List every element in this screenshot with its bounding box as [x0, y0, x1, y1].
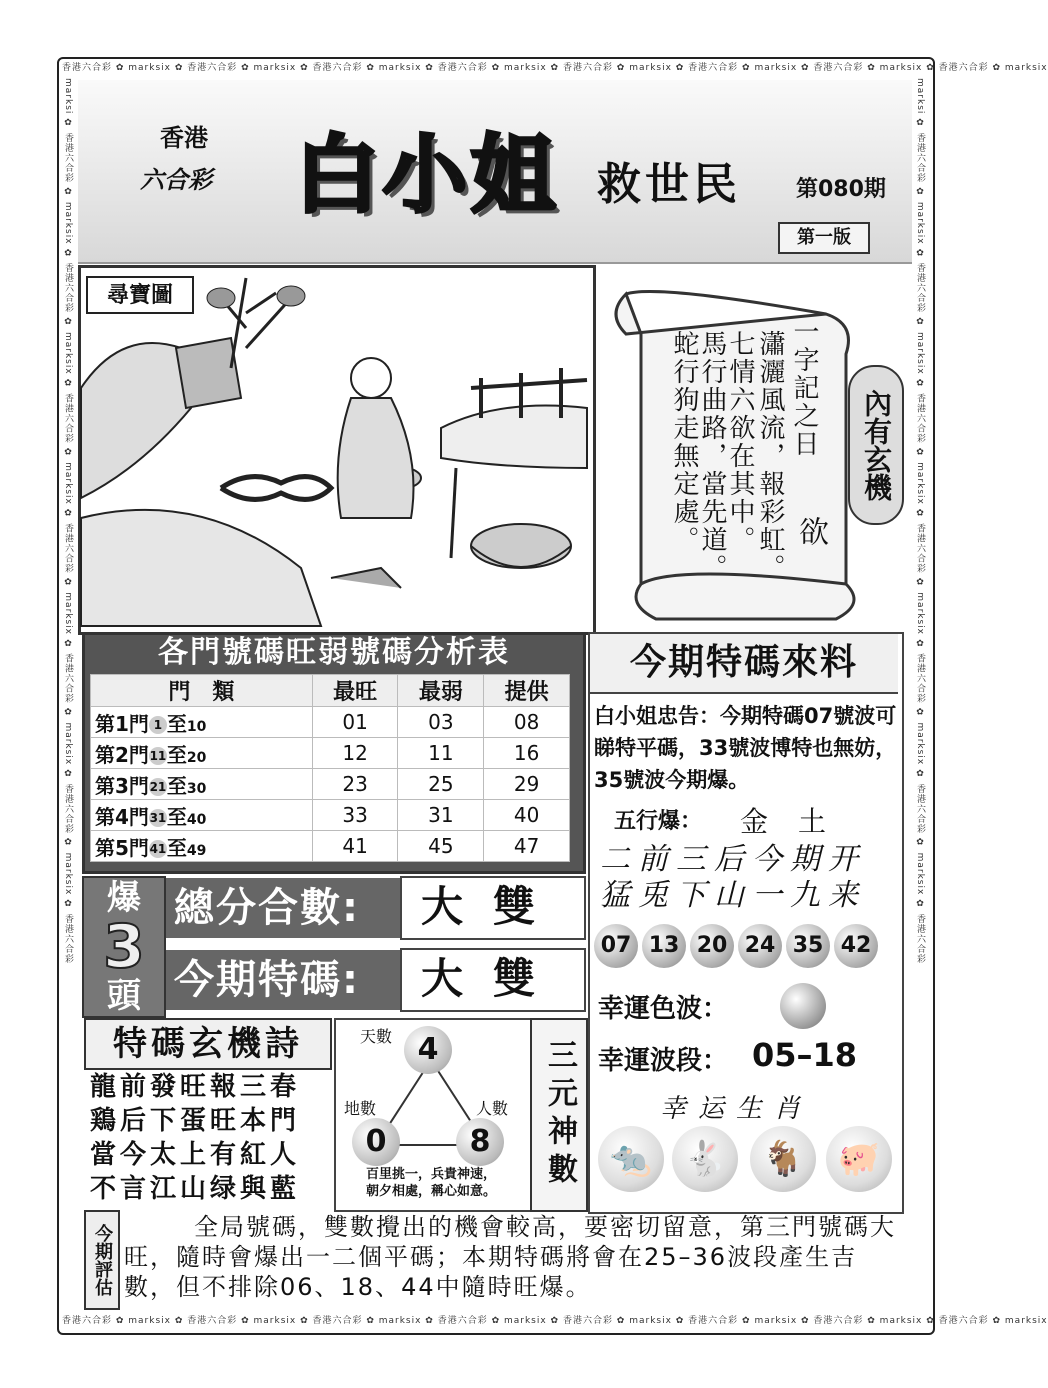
table-row	[91, 738, 570, 769]
treasure-map-label: 尋寶圖	[86, 276, 194, 314]
ren-label: 人數	[476, 1099, 509, 1118]
scroll-line-3: 七情六欲在其中。	[725, 330, 755, 554]
hongkong-label: 香港	[160, 123, 208, 152]
range-start: 41	[149, 842, 167, 856]
edition-badge: 第一版	[778, 222, 870, 254]
treasure-map-picture	[78, 265, 596, 635]
table-row	[91, 800, 570, 831]
handwritten-hint: 二前三后今期开猛兎下山一九来	[600, 842, 866, 913]
scroll-line-5: 蛇行狗走無定處。	[669, 330, 699, 554]
offer-cell: 08	[484, 707, 570, 738]
special-code-label: 今期特碼:	[166, 950, 402, 1010]
col-header-category: 門 類	[91, 675, 313, 707]
lucky-range-value: 05–18	[752, 1036, 858, 1074]
col-header-offer: 提供	[484, 675, 570, 707]
special-advice: 白小姐忠告：今期特碼07號波可睇特平碼，33號波博特也無妨，35號波今期爆。	[594, 704, 897, 792]
range-end: 10	[186, 718, 207, 735]
watermark-right: marksi ✿ 香港六合彩 ✿ marksix ✿ 香港六合彩 ✿ marksix ✿ 香港六合彩 ✿ marksix ✿ 香港六合彩 ✿ marksix ✿ 香港六合彩 ✿ marksix ✿ 香港六合彩 ✿ marksix ✿ 香港六合彩	[915, 78, 925, 965]
scroll-extra-char: 欲	[793, 516, 828, 548]
range-end: 30	[186, 780, 207, 797]
hot-cell: 12	[312, 738, 398, 769]
number-ball: 07	[594, 924, 638, 968]
analysis-table-title: 各門號碼旺弱號碼分析表	[158, 635, 510, 670]
range-start: 11	[149, 749, 167, 763]
watermark-left: marksi ✿ 香港六合彩 ✿ marksix ✿ 香港六合彩 ✿ marksix ✿ 香港六合彩 ✿ marksix ✿ 香港六合彩 ✿ marksix ✿ 香港六合彩 ✿ marksix ✿ 香港六合彩 ✿ marksix ✿ 香港六合彩	[63, 78, 73, 965]
ren-number: 8	[456, 1118, 504, 1166]
col-header-hot: 最旺	[312, 675, 398, 707]
watermark-bottom: 香港六合彩 ✿ marksix ✿ 香港六合彩 ✿ marksix ✿ 香港六合彩 ✿ marksix ✿ 香港六合彩 ✿ marksix ✿ 香港六合彩 ✿ marksix ✿ 香港六合彩 ✿ marksix ✿ 香港六合彩 ✿ marksix ✿ 香港六合彩 ✿ marksix	[62, 1316, 1048, 1326]
table-row	[91, 707, 570, 738]
range-start: 1	[149, 716, 167, 734]
number-ball: 42	[834, 924, 878, 968]
poem-line: 當今太上有紅人	[90, 1140, 301, 1170]
boom-number: 3	[103, 912, 145, 982]
to-label: 至	[166, 773, 187, 798]
door-label: 第3門	[95, 773, 149, 798]
triangle-footnote-line: 朝夕相處，稱心如意。	[365, 1184, 496, 1199]
range-end: 20	[186, 749, 207, 766]
number-ball: 20	[690, 924, 734, 968]
cold-cell: 11	[398, 738, 484, 769]
range-start: 21	[149, 780, 167, 794]
sum-label: 總分合數:	[166, 878, 402, 938]
door-label: 第2門	[95, 742, 149, 767]
offer-cell: 16	[484, 738, 570, 769]
range-end: 40	[186, 811, 207, 828]
page-title: 白小姐	[295, 126, 560, 224]
special-code-value: 大雙	[400, 948, 586, 1012]
range-end: 49	[186, 842, 207, 859]
hot-cell: 23	[312, 769, 398, 800]
row-label-cell	[91, 738, 313, 769]
analysis-table	[90, 674, 570, 862]
goat-icon: 🐐	[750, 1126, 816, 1192]
sum-value: 大雙	[400, 876, 586, 940]
offer-cell: 40	[484, 800, 570, 831]
sanyuan-label: 三元神數	[530, 1018, 588, 1212]
range-start: 31	[149, 811, 167, 825]
boom-three-badge	[82, 876, 166, 1018]
col-header-cold: 最弱	[398, 675, 484, 707]
to-label: 至	[166, 711, 187, 736]
secret-badge: 內有玄機	[848, 365, 904, 525]
triangle-footnote-line: 百里挑一，兵貴神速，	[365, 1167, 496, 1182]
watermark-top: 香港六合彩 ✿ marksix ✿ 香港六合彩 ✿ marksix ✿ 香港六合彩 ✿ marksix ✿ 香港六合彩 ✿ marksix ✿ 香港六合彩 ✿ marksix ✿ 香港六合彩 ✿ marksix ✿ 香港六合彩 ✿ marksix ✿ 香港六合彩 ✿ marksix	[62, 63, 1048, 73]
head-char: 頭	[107, 976, 141, 1016]
door-label: 第1門	[95, 711, 149, 736]
number-ball: 13	[642, 924, 686, 968]
rabbit-icon: 🐇	[672, 1126, 738, 1192]
lucky-color-ball	[780, 983, 826, 1029]
table-row	[91, 769, 570, 800]
wuxing-label: 五行爆：	[614, 809, 703, 834]
cold-cell: 03	[398, 707, 484, 738]
cold-cell: 45	[398, 831, 484, 862]
offer-cell: 29	[484, 769, 570, 800]
triangle-footnote	[338, 1166, 524, 1200]
rat-icon: 🐀	[598, 1126, 664, 1192]
number-ball: 24	[738, 924, 782, 968]
zodiac-title: 幸运生肖	[660, 1094, 813, 1124]
door-label: 第4門	[95, 804, 149, 829]
row-label-cell	[91, 769, 313, 800]
special-numbers	[594, 924, 894, 968]
wuxing-values: 金土	[740, 805, 857, 838]
liuhecai-label: 六合彩	[140, 165, 212, 194]
poem-title: 特碼玄機詩	[84, 1018, 332, 1070]
offer-cell: 47	[484, 831, 570, 862]
hot-cell: 33	[312, 800, 398, 831]
poem-line: 不言江山绿與藍	[90, 1174, 301, 1204]
evaluation-label: 今期評估	[84, 1210, 120, 1310]
cold-cell: 31	[398, 800, 484, 831]
lucky-range-label: 幸運波段：	[598, 1046, 729, 1076]
row-label-cell	[91, 707, 313, 738]
cold-cell: 25	[398, 769, 484, 800]
to-label: 至	[166, 835, 187, 860]
scroll-line-2: 瀟灑風流，報彩虹。	[755, 330, 785, 582]
row-label-cell	[91, 800, 313, 831]
treasure-map-illustration	[81, 268, 587, 626]
issue-number: 第080期	[796, 177, 886, 202]
tian-label: 天數	[360, 1027, 393, 1046]
poem-line: 鶏后下蛋旺本門	[90, 1106, 301, 1136]
table-row	[91, 831, 570, 862]
di-label: 地數	[344, 1099, 377, 1118]
pig-icon: 🐖	[826, 1126, 892, 1192]
evaluation-text: 全局號碼，雙數攪出的機會較高，要密切留意，第三門號碼大旺，隨時會爆出一二個平碼；本期特碼將會在25–36波段產生吉數，但不排除06、18、44中隨時旺爆。	[124, 1213, 896, 1301]
scroll-line-1: 一字記之日	[789, 318, 819, 458]
door-label: 第5門	[95, 835, 149, 860]
di-number: 0	[352, 1118, 400, 1166]
to-label: 至	[166, 804, 187, 829]
table-header-row	[91, 675, 570, 707]
page-subtitle: 救世民	[597, 159, 741, 210]
to-label: 至	[166, 742, 187, 767]
number-ball: 35	[786, 924, 830, 968]
poem-line: 龍前發旺報三春	[90, 1072, 301, 1102]
scroll-line-4: 馬行曲路，當先道。	[697, 330, 727, 582]
boom-char: 爆	[107, 878, 141, 918]
tian-number: 4	[404, 1026, 452, 1074]
hot-cell: 01	[312, 707, 398, 738]
special-title: 今期特碼來料	[590, 634, 898, 694]
poem-body	[90, 1070, 330, 1206]
lucky-color-label: 幸運色波：	[598, 994, 729, 1024]
row-label-cell	[91, 831, 313, 862]
hot-cell: 41	[312, 831, 398, 862]
